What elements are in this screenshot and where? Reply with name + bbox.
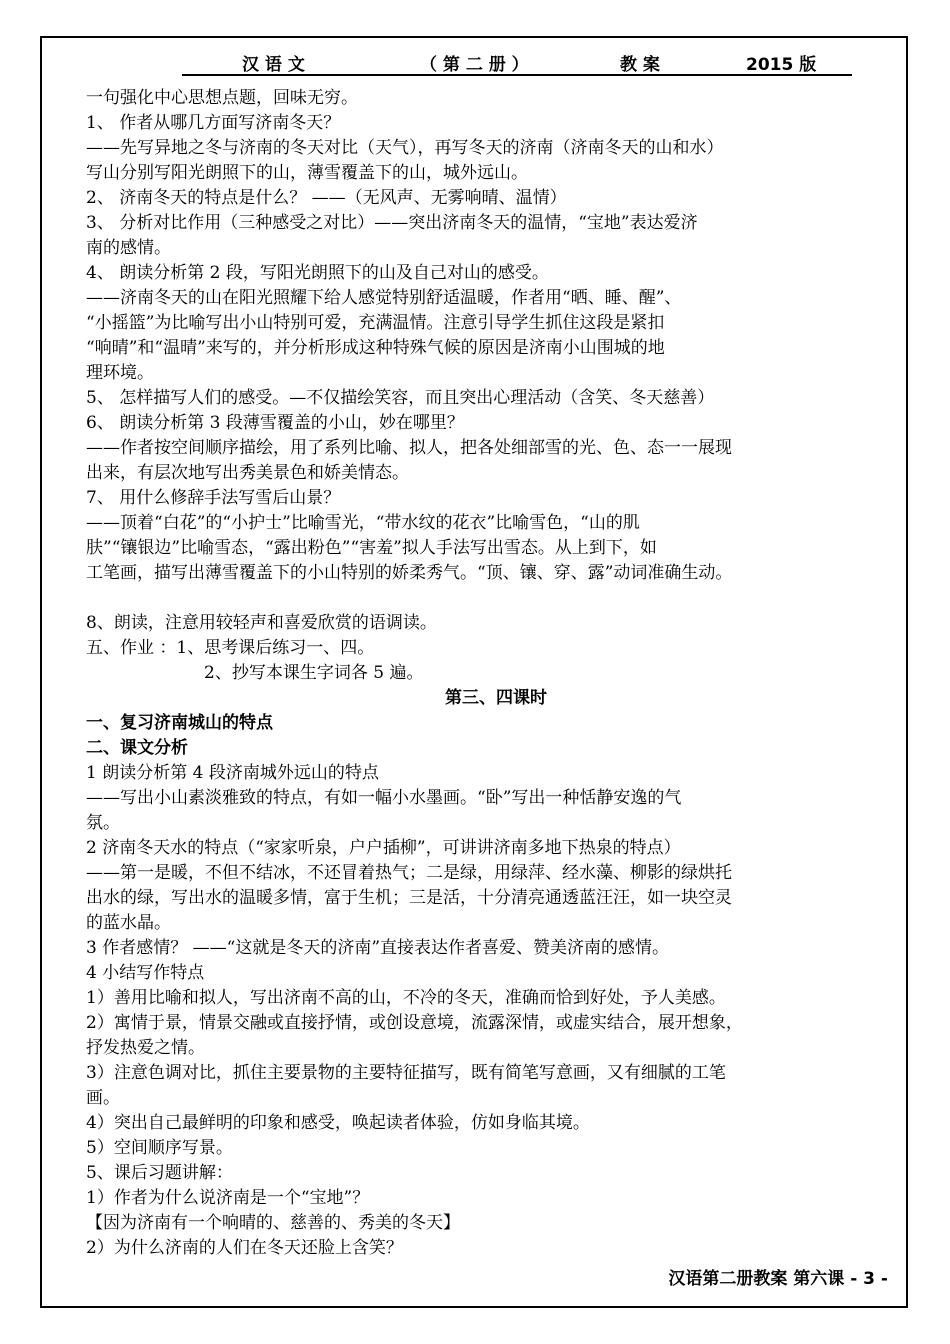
text-line: 3）注意色调对比，抓住主要景物的主要特征描写，既有简笔写意画，又有细腻的工笔 bbox=[86, 1063, 726, 1083]
header-volume: （ 第 二 册 ） bbox=[420, 55, 529, 75]
text-line: 南的感情。 bbox=[86, 238, 171, 258]
text-line: ——作者按空间顺序描绘，用了系列比喻、拟人，把各处细部雪的光、色、态一一展现 bbox=[86, 438, 732, 458]
text-line: 画。 bbox=[86, 1088, 120, 1108]
heading-review: 一、复习济南城山的特点 bbox=[86, 713, 273, 733]
question-6: 6、 朗读分析第 3 段薄雪覆盖的小山，妙在哪里？ bbox=[86, 413, 464, 433]
header-type: 教 案 bbox=[620, 55, 660, 75]
text-line: 氛。 bbox=[86, 813, 120, 833]
question-1: 1、 作者从哪几方面写济南冬天？ bbox=[86, 113, 341, 133]
text-line: 1 朗读分析第 4 段济南城外远山的特点 bbox=[86, 763, 379, 783]
text-line: 【因为济南有一个响晴的、慈善的、秀美的冬天】 bbox=[86, 1213, 460, 1233]
text-line: 写山分别写阳光朗照下的山，薄雪覆盖下的山，城外远山。 bbox=[86, 163, 528, 183]
text-line: 一句强化中心思想点题，回味无穷。 bbox=[86, 88, 358, 108]
text-line: 抒发热爱之情。 bbox=[86, 1038, 205, 1058]
page-header bbox=[182, 50, 852, 76]
page-footer: 汉语第二册教案 第六课 - 3 - bbox=[668, 1269, 888, 1289]
text-line: ——第一是暖，不但不结冰，不还冒着热气；二是绿，用绿萍、经水藻、柳影的绿烘托 bbox=[86, 863, 732, 883]
text-line: ——写出小山素淡雅致的特点，有如一幅小水墨画。“卧”写出一种恬静安逸的气 bbox=[86, 788, 682, 808]
question-7: 7、 用什么修辞手法写雪后山景？ bbox=[86, 488, 341, 508]
lesson-content bbox=[86, 86, 906, 1261]
blank-line bbox=[86, 586, 906, 611]
text-line: 4 小结写作特点 bbox=[86, 963, 205, 983]
item-8: 8、朗读，注意用较轻声和喜爱欣赏的语调读。 bbox=[86, 613, 437, 633]
question-2: 2、 济南冬天的特点是什么？ ——（无风声、无雾响晴、温情） bbox=[86, 188, 567, 208]
text-line: 2）为什么济南的人们在冬天还脸上含笑？ bbox=[86, 1238, 403, 1258]
text-line: 的蓝水晶。 bbox=[86, 913, 171, 933]
text-line: “小摇篮”为比喻写出小山特别可爱，充满温情。注意引导学生抓住这段是紧扣 bbox=[86, 313, 665, 333]
text-line: 3 作者感情？ ——“这就是冬天的济南”直接表达作者喜爱、赞美济南的感情。 bbox=[86, 938, 670, 958]
text-line: 2 济南冬天水的特点（“家家听泉，户户插柳”，可讲讲济南多地下热泉的特点） bbox=[86, 838, 681, 858]
homework-2: 2、抄写本课生字词各 5 遍。 bbox=[204, 663, 424, 683]
text-line: 肤”“镶银边”比喻雪态，“露出粉色”“害羞”拟人手法写出雪态。从上到下，如 bbox=[86, 538, 657, 558]
section-title: 第三、四课时 bbox=[445, 688, 547, 708]
page-border bbox=[40, 36, 908, 1308]
header-subject: 汉 语 文 bbox=[242, 55, 305, 75]
text-line: 2）寓情于景，情景交融或直接抒情，或创设意境，流露深情，或虚实结合，展开想象， bbox=[86, 1013, 743, 1033]
homework-1: 五、作业 ：1、思考课后练习一、四。 bbox=[86, 638, 375, 658]
heading-analysis: 二、课文分析 bbox=[86, 738, 188, 758]
question-3: 3、 分析对比作用（三种感受之对比）——突出济南冬天的温情，“宝地”表达爱济 bbox=[86, 213, 698, 233]
text-line: 工笔画，描写出薄雪覆盖下的小山特别的娇柔秀气。“顶、镶、穿、露”动词准确生动。 bbox=[86, 563, 733, 583]
text-line: 5、课后习题讲解： bbox=[86, 1163, 233, 1183]
text-line: ——顶着“白花”的“小护士”比喻雪光，“带水纹的花衣”比喻雪色，“山的肌 bbox=[86, 513, 640, 533]
text-line: 4）突出自己最鲜明的印象和感受，唤起读者体验，仿如身临其境。 bbox=[86, 1113, 590, 1133]
text-line: ——先写异地之冬与济南的冬天对比（天气），再写冬天的济南（济南冬天的山和水） bbox=[86, 138, 724, 158]
text-line: 出来，有层次地写出秀美景色和娇美情态。 bbox=[86, 463, 409, 483]
text-line: 5）空间顺序写景。 bbox=[86, 1138, 233, 1158]
question-4: 4、 朗读分析第 2 段，写阳光朗照下的山及自己对山的感受。 bbox=[86, 263, 549, 283]
text-line: 理环境。 bbox=[86, 363, 154, 383]
text-line: 1）善用比喻和拟人，写出济南不高的山，不冷的冬天，准确而恰到好处，予人美感。 bbox=[86, 988, 726, 1008]
header-edition: 2015 版 bbox=[746, 55, 817, 75]
text-line: 出水的绿，写出水的温暖多情，富于生机；三是活，十分清亮通透蓝汪汪，如一块空灵 bbox=[86, 888, 732, 908]
text-line: ——济南冬天的山在阳光照耀下给人感觉特别舒适温暖，作者用“晒、睡、醒”、 bbox=[86, 288, 682, 308]
text-line: “响晴”和“温晴”来写的，并分析形成这种特殊气候的原因是济南小山围城的地 bbox=[86, 338, 665, 358]
question-5: 5、 怎样描写人们的感受。—不仅描绘笑容，而且突出心理活动（含笑、冬天慈善） bbox=[86, 388, 715, 408]
text-line: 1）作者为什么说济南是一个“宝地”？ bbox=[86, 1188, 370, 1208]
